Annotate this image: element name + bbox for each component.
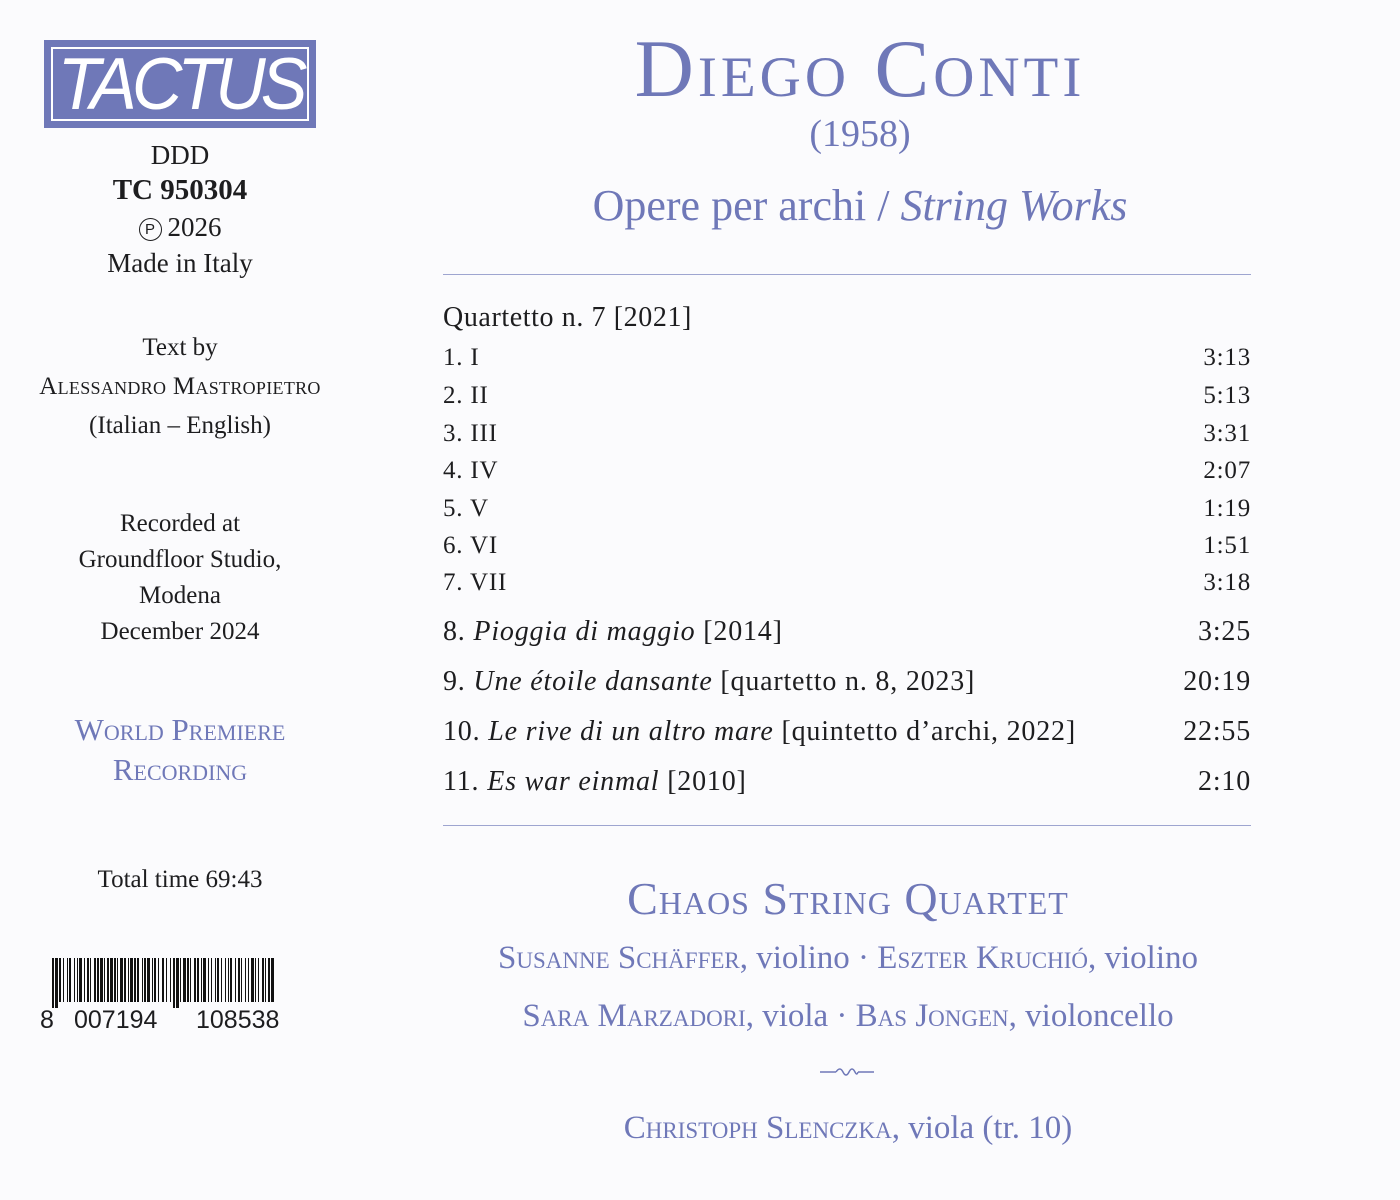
- barcode-bar: [114, 958, 116, 1002]
- subtitle-italian: Opere per archi: [592, 181, 867, 230]
- barcode-bar: [154, 958, 156, 1002]
- ensemble-name: Chaos String Quartet: [627, 873, 1069, 924]
- barcode-bar: [142, 958, 143, 1002]
- barcode-bar: [241, 958, 242, 1002]
- text-languages: (Italian – English): [89, 412, 271, 439]
- barcode-bar: [162, 958, 164, 1002]
- track-row: [443, 616, 1251, 648]
- player-name: Sara Marzadori: [522, 998, 746, 1034]
- track-row: [443, 766, 1251, 798]
- barcode-bar: [120, 958, 123, 1002]
- format-label: DDD: [150, 140, 210, 170]
- barcode-bars: [52, 958, 304, 1008]
- barcode-bar: [130, 958, 133, 1002]
- barcode-bar: [170, 958, 171, 1002]
- subtitle-separator: /: [877, 181, 890, 230]
- track-title: 1. I: [443, 344, 480, 371]
- player-name: Susanne Schäffer: [497, 940, 740, 976]
- barcode-bar: [230, 958, 232, 1002]
- barcode-bar: [128, 958, 129, 1002]
- track-duration: 2:10: [1198, 766, 1251, 797]
- recording-line: Recorded at: [119, 510, 241, 537]
- track-row: [443, 532, 1251, 560]
- barcode-bar: [248, 958, 249, 1002]
- barcode-digits-left: 007194: [74, 1006, 158, 1034]
- barcode-bar: [208, 958, 209, 1002]
- barcode-bar: [176, 958, 179, 1008]
- barcode-bar: [194, 958, 196, 1002]
- player-role: , violoncello: [1008, 998, 1174, 1034]
- recording-line: Groundfloor Studio,: [78, 546, 282, 573]
- track-duration: 22:55: [1183, 716, 1251, 747]
- track-row: [443, 457, 1251, 485]
- barcode-bar: [203, 958, 206, 1002]
- barcode-bar: [74, 958, 75, 1002]
- barcode-bar: [107, 958, 109, 1002]
- barcode-bar: [124, 958, 126, 1002]
- tactus-logo: [44, 40, 316, 128]
- track-duration: 2:07: [1203, 457, 1251, 484]
- track-row: [443, 495, 1251, 523]
- barcode-bar: [134, 958, 136, 1002]
- composer-years: (1958): [809, 113, 911, 155]
- separator-dot: ·: [858, 940, 870, 976]
- barcode-bar: [251, 958, 254, 1002]
- guest-performer: [430, 1110, 1266, 1147]
- barcode-bar: [265, 958, 266, 1002]
- barcode-bar: [262, 958, 264, 1002]
- track-duration: 3:18: [1203, 569, 1251, 596]
- premiere-line: World Premiere: [74, 712, 286, 747]
- phonogram-line: [0, 212, 360, 243]
- track-duration: 3:31: [1203, 420, 1251, 447]
- barcode-bar: [158, 958, 159, 1002]
- track-title: 4. IV: [443, 457, 499, 484]
- barcode-bar: [97, 958, 99, 1002]
- barcode-bar: [268, 958, 270, 1002]
- player-name: Christoph Slenczka: [623, 1110, 892, 1146]
- barcode-bar: [180, 958, 181, 1002]
- barcode-bar: [147, 958, 150, 1002]
- barcode-bar: [271, 958, 274, 1002]
- barcode-bar: [235, 958, 236, 1002]
- track-title: 3. III: [443, 420, 498, 447]
- barcode-digit-first: 8: [40, 1006, 54, 1034]
- separator-dot: ·: [836, 998, 848, 1034]
- track-row: [443, 569, 1251, 597]
- recording-line: December 2024: [100, 618, 260, 645]
- premiere-line: Recording: [112, 752, 248, 787]
- barcode-bar: [55, 958, 58, 1008]
- track-title: 7. VII: [443, 569, 508, 596]
- barcode-bar: [166, 958, 167, 1002]
- track-row: [443, 666, 1251, 698]
- divider: [443, 825, 1251, 826]
- track-row: [443, 382, 1251, 410]
- barcode-bar: [144, 958, 146, 1002]
- barcode-bar: [201, 958, 202, 1002]
- ornament-icon: [818, 1064, 876, 1080]
- barcode-bar: [173, 958, 175, 1008]
- logo-text: TACTUS: [57, 43, 303, 125]
- barcode-bar: [77, 958, 78, 1002]
- barcode-bar: [190, 958, 191, 1002]
- barcode-bar: [90, 958, 91, 1002]
- track-title: 5. V: [443, 495, 489, 522]
- barcode-bar: [238, 958, 240, 1002]
- phonogram-icon: P: [139, 218, 162, 241]
- track-title: 8. Pioggia di maggio [2014]: [443, 616, 783, 647]
- barcode-bar: [217, 958, 219, 1002]
- text-by-label: Text by: [142, 334, 218, 361]
- track-row: [443, 420, 1251, 448]
- track-duration: 20:19: [1183, 666, 1251, 697]
- divider: [443, 274, 1251, 275]
- barcode-bar: [79, 958, 82, 1002]
- barcode-bar: [69, 958, 71, 1002]
- track-duration: 3:25: [1198, 616, 1251, 647]
- barcode-bar: [228, 958, 229, 1002]
- recording-line: Modena: [139, 582, 221, 609]
- barcode-bar: [59, 958, 61, 1002]
- barcode-bar: [225, 958, 226, 1002]
- barcode-bar: [67, 958, 68, 1002]
- barcode-bar: [197, 958, 199, 1002]
- track-title: 11. Es war einmal [2010]: [443, 766, 747, 797]
- barcode-bar: [211, 958, 212, 1002]
- subtitle-english: String Works: [900, 181, 1128, 230]
- barcode-bar: [104, 958, 105, 1002]
- track-row: [443, 716, 1251, 748]
- player-name: Eszter Kruchió: [877, 940, 1088, 976]
- album-subtitle: [430, 180, 1290, 231]
- barcode-bar: [52, 958, 54, 1008]
- player-name: Bas Jongen: [855, 998, 1009, 1034]
- work-title: Quartetto n. 7 [2021]: [443, 302, 692, 333]
- barcode: [40, 958, 320, 1038]
- track-duration: 1:19: [1203, 495, 1251, 522]
- player-role: , violino: [1087, 940, 1198, 976]
- player-role: , viola (tr. 10): [891, 1110, 1073, 1146]
- barcode-bar: [183, 958, 186, 1002]
- track-title: 9. Une étoile dansante [quartetto n. 8, 2023]: [443, 666, 976, 697]
- player-role: , viola: [745, 998, 829, 1034]
- barcode-bar: [255, 958, 256, 1002]
- track-duration: 3:13: [1203, 344, 1251, 371]
- barcode-bar: [84, 958, 85, 1002]
- track-duration: 1:51: [1203, 532, 1251, 559]
- barcode-bar: [110, 958, 113, 1002]
- barcode-bar: [187, 958, 189, 1002]
- track-title: 2. II: [443, 382, 489, 409]
- barcode-bar: [152, 958, 153, 1002]
- players-line: [430, 998, 1266, 1035]
- text-author: Alessandro Mastropietro: [39, 373, 321, 400]
- catalog-number: TC 950304: [112, 174, 248, 206]
- composer-name: Diego Conti: [634, 23, 1086, 114]
- barcode-bar: [87, 958, 89, 1002]
- barcode-bar: [94, 958, 96, 1002]
- track-title: 6. VI: [443, 532, 498, 559]
- track-duration: 5:13: [1203, 382, 1251, 409]
- release-year: 2026: [167, 212, 222, 242]
- player-role: , violino: [739, 940, 850, 976]
- barcode-bar: [215, 958, 216, 1002]
- barcode-bar: [221, 958, 222, 1002]
- barcode-bar: [245, 958, 246, 1002]
- track-title: 10. Le rive di un altro mare [quintetto d’archi, 2022]: [443, 716, 1076, 747]
- barcode-bar: [117, 958, 118, 1002]
- barcode-bar: [100, 958, 103, 1002]
- made-in: Made in Italy: [107, 248, 253, 278]
- barcode-bar: [137, 958, 139, 1002]
- track-row: [443, 344, 1251, 372]
- barcode-digits-right: 108538: [196, 1006, 280, 1034]
- barcode-bar: [63, 958, 64, 1002]
- barcode-bar: [258, 958, 259, 1002]
- players-line: [430, 940, 1266, 977]
- total-time: Total time 69:43: [97, 866, 263, 893]
